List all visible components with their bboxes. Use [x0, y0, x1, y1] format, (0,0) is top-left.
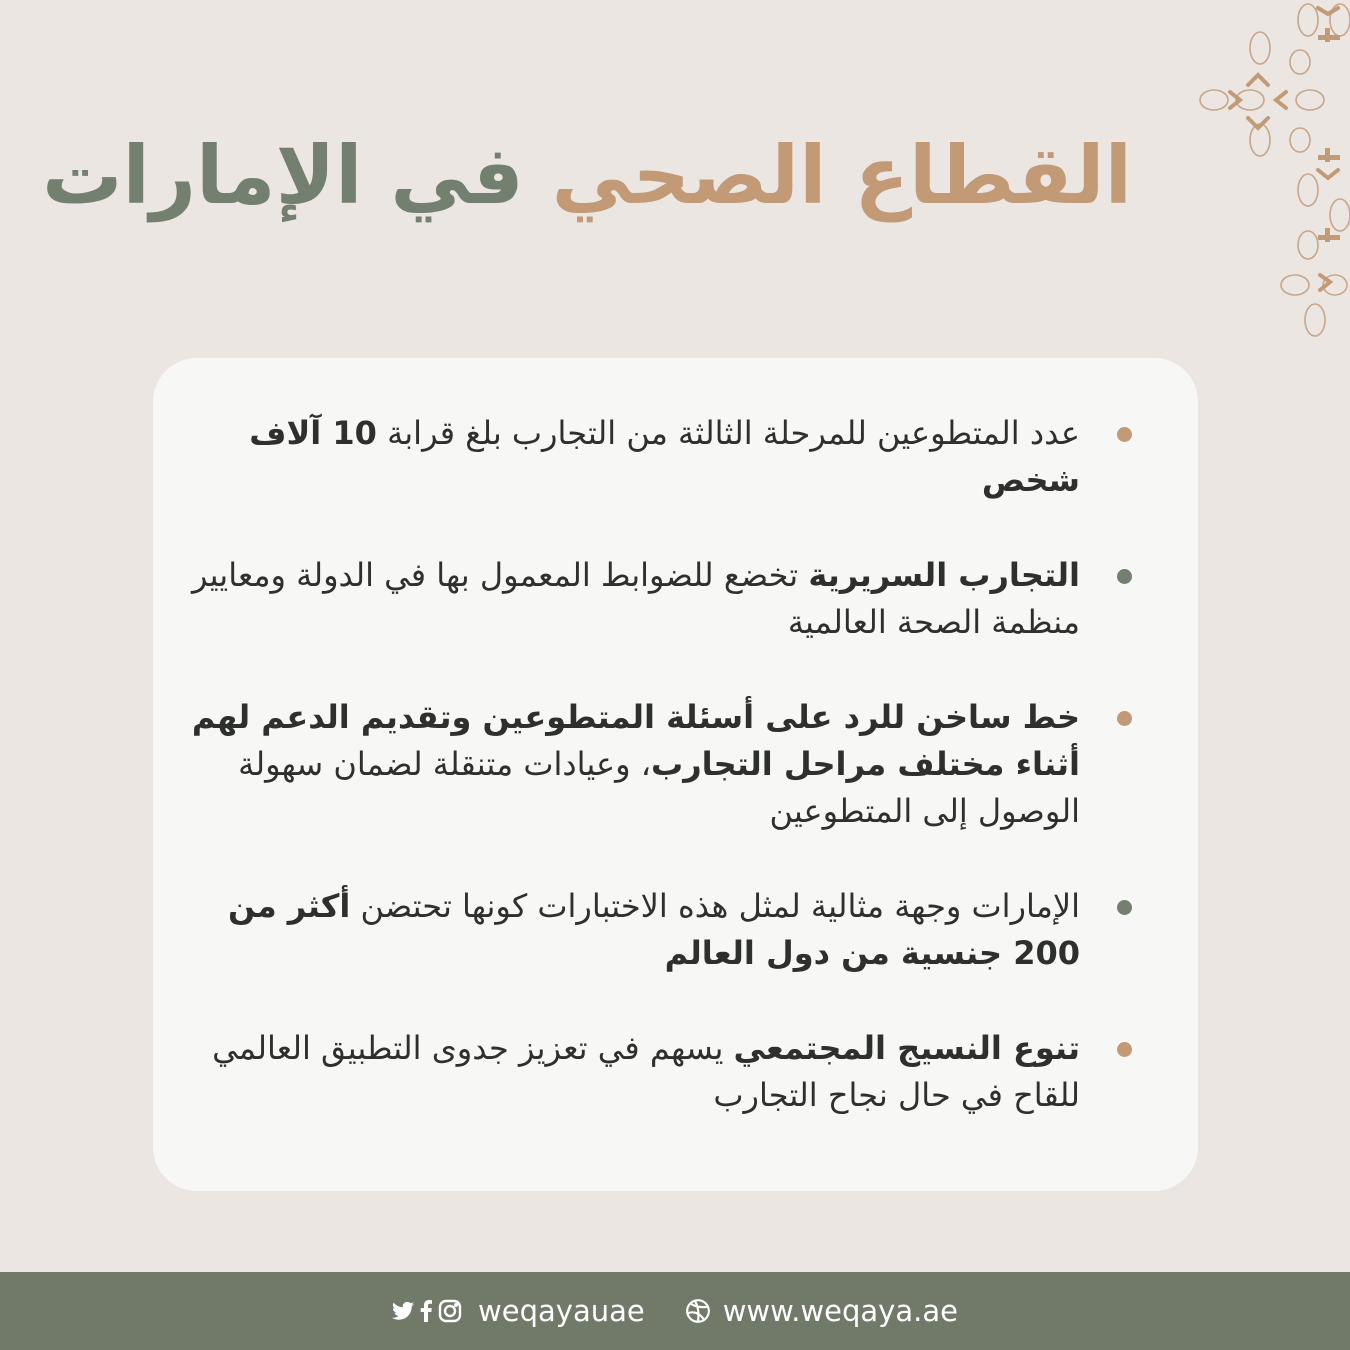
page-title [42, 128, 1132, 224]
list-item [180, 410, 1080, 504]
item-text: تخضع للضوابط المعمول بها في الدولة ومعايير منظمة الصحة العالمية [191, 556, 1080, 641]
item-text: الإمارات وجهة مثالية لمثل هذه الاختبارات كونها تحتضن [360, 887, 1080, 925]
website-link-group [685, 1294, 958, 1328]
facebook-icon[interactable] [420, 1300, 432, 1322]
twitter-icon[interactable] [392, 1301, 414, 1321]
bullet-dot [1117, 900, 1132, 915]
facts-list [180, 410, 1080, 1167]
website-link[interactable]: www.weqaya.ae [722, 1294, 958, 1328]
list-item [180, 883, 1080, 977]
bullet-dot [1117, 711, 1132, 726]
item-bold-text: 10 آلاف شخص [249, 414, 1080, 499]
bullet-dot [1117, 569, 1132, 584]
item-bold-text: تنوع النسيج المجتمعي [733, 1029, 1080, 1067]
globe-icon [685, 1298, 711, 1324]
list-item [180, 552, 1080, 646]
item-bold-text: أكثر من 200 جنسية من دول العالم [228, 887, 1080, 972]
bullet-dot [1117, 427, 1132, 442]
list-item [180, 694, 1080, 835]
item-text: يسهم في تعزيز جدوى التطبيق العالمي للقاح في حال نجاح التجارب [212, 1029, 1080, 1114]
item-text: عدد المتطوعين للمرحلة الثالثة من التجارب بلغ قرابة [387, 414, 1080, 452]
social-handle[interactable]: weqayauae [478, 1294, 645, 1328]
decorative-pattern [1190, 0, 1350, 350]
footer-bar [0, 1272, 1350, 1350]
item-bold-text: خط ساخن للرد على أسئلة المتطوعين وتقديم الدعم لهم أثناء مختلف مراحل التجارب [191, 698, 1080, 783]
title-highlight: القطاع الصحي [551, 129, 1132, 222]
bullet-dot [1117, 1042, 1132, 1057]
instagram-icon[interactable] [438, 1299, 462, 1323]
list-item [180, 1025, 1080, 1119]
title-location: في الإمارات [42, 129, 524, 222]
social-links [392, 1294, 645, 1328]
item-text: ، وعيادات متنقلة لضمان سهولة الوصول إلى المتطوعين [238, 745, 1080, 830]
item-bold-text: التجارب السريرية [808, 556, 1080, 594]
